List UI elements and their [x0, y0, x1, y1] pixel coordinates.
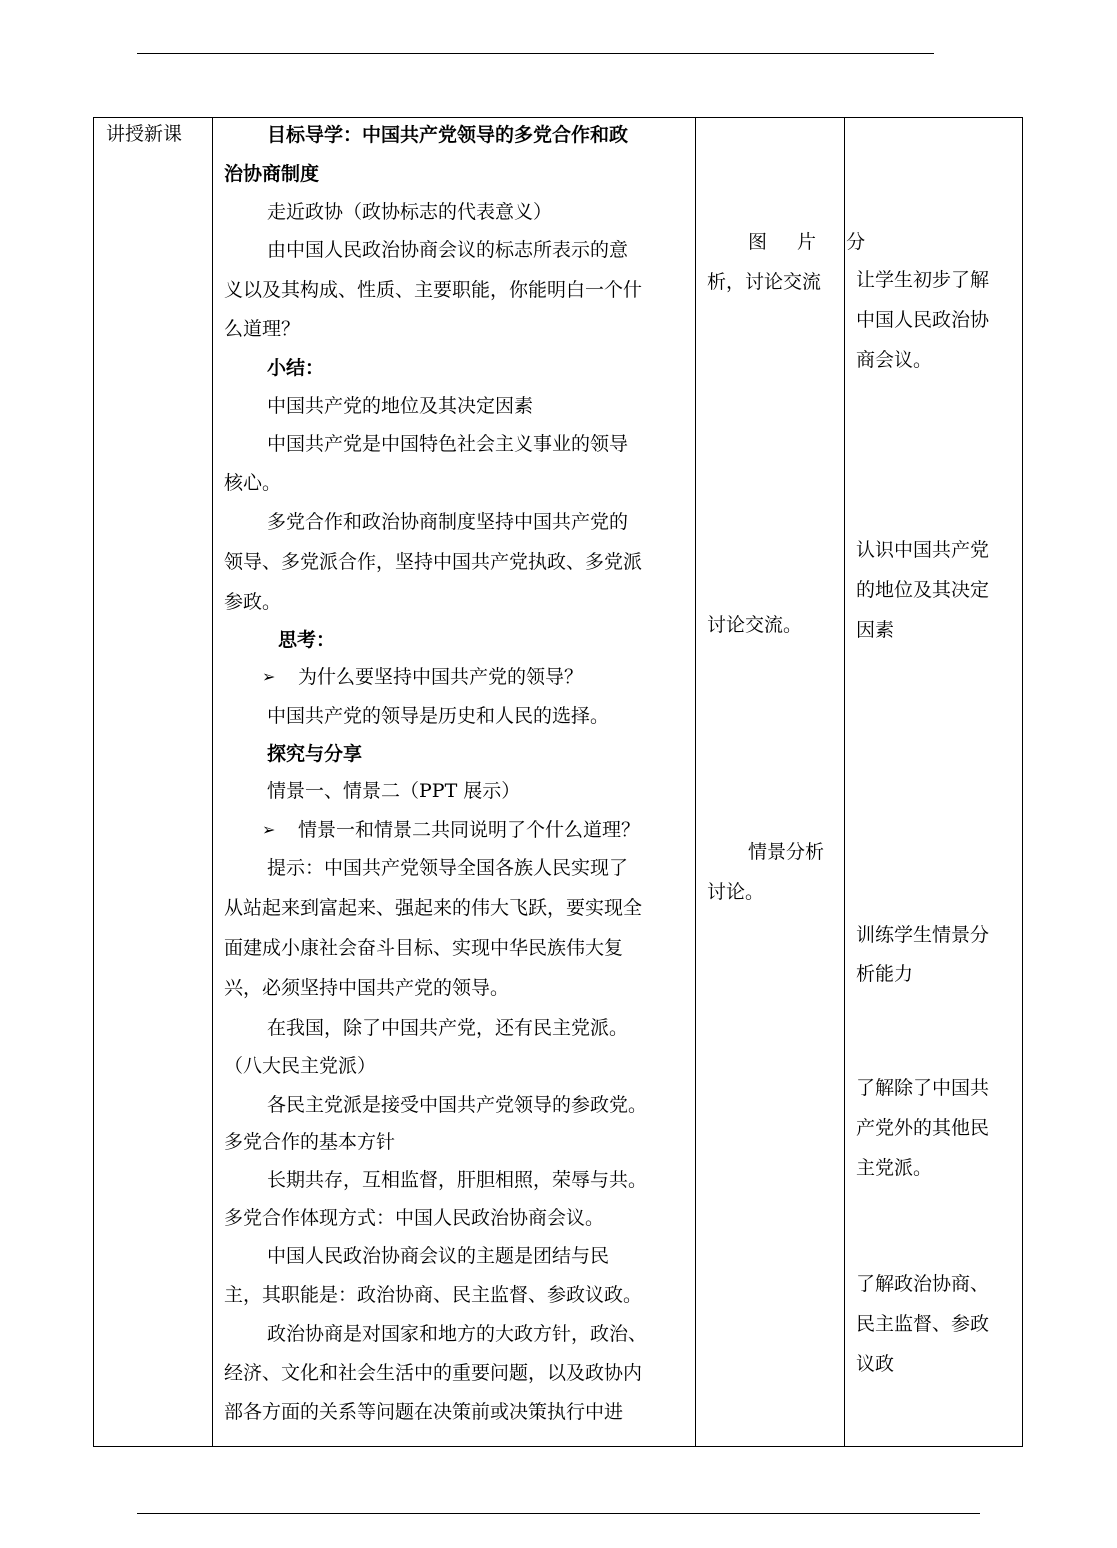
text-line: 中国共产党的地位及其决定因素 — [267, 395, 534, 417]
think-heading: 思考： — [278, 629, 336, 651]
explore-heading: 探究与分享 — [267, 743, 363, 765]
activity-line: 讨论交流。 — [707, 614, 803, 636]
table-divider-3 — [844, 117, 845, 1447]
text-line: 中国人民政治协商会议的主题是团结与民 — [267, 1245, 610, 1267]
intent-line: 了解除了中国共 — [856, 1077, 990, 1099]
text-line: 情景一、情景二（PPT 展示） — [267, 780, 521, 802]
summary-heading: 小结： — [267, 357, 325, 379]
activity-line: 情景分析 — [748, 841, 825, 863]
text-line: 多党合作的基本方针 — [224, 1131, 396, 1153]
text-line: 提示：中国共产党领导全国各族人民实现了 — [267, 857, 629, 879]
text-line: 多党合作和政治协商制度坚持中国共产党的 — [267, 511, 629, 533]
text-line: 走近政协（政协标志的代表意义） — [267, 201, 553, 223]
activity-line: 讨论。 — [707, 881, 765, 903]
intent-line: 了解政治协商、 — [856, 1273, 990, 1295]
activity-line: 析，讨论交流 — [707, 271, 822, 293]
text-line: 在我国，除了中国共产党，还有民主党派。 — [267, 1017, 629, 1039]
intent-line: 民主监督、参政 — [856, 1313, 990, 1335]
text-line: 么道理？ — [224, 318, 301, 340]
table-divider-1 — [212, 117, 213, 1447]
goal-heading-line2: 治协商制度 — [224, 163, 320, 185]
text-line: 由中国人民政治协商会议的标志所表示的意 — [267, 239, 629, 261]
intent-line: 商会议。 — [856, 349, 933, 371]
intent-line: 产党外的其他民 — [856, 1117, 990, 1139]
intent-line: 中国人民政治协 — [856, 309, 990, 331]
arrow-bullet-icon: ➢ — [262, 820, 276, 839]
text-line: （八大民主党派） — [224, 1055, 377, 1077]
text-line: 核心。 — [224, 472, 282, 494]
table-border-bottom — [93, 1446, 1023, 1447]
text-line: 中国共产党是中国特色社会主义事业的领导 — [267, 433, 629, 455]
activity-line: 图 片 分 — [748, 231, 878, 253]
text-line: 兴，必须坚持中国共产党的领导。 — [224, 977, 510, 999]
header-rule — [137, 53, 934, 54]
intent-line: 训练学生情景分 — [856, 924, 990, 946]
text-line: 领导、多党派合作，坚持中国共产党执政、多党派 — [224, 551, 643, 573]
intent-line: 议政 — [856, 1353, 895, 1375]
arrow-bullet-icon: ➢ — [262, 667, 276, 686]
text-line: 从站起来到富起来、强起来的伟大飞跃，要实现全 — [224, 897, 643, 919]
intent-line: 的地位及其决定 — [856, 579, 990, 601]
text-line: 部各方面的关系等问题在决策前或决策执行中进 — [224, 1401, 624, 1423]
text-line: 各民主党派是接受中国共产党领导的参政党。 — [267, 1094, 648, 1116]
text-line: 主，其职能是：政治协商、民主监督、参政议政。 — [224, 1284, 643, 1306]
goal-heading-line1: 目标导学：中国共产党领导的多党合作和政 — [267, 124, 629, 146]
text-line: 经济、文化和社会生活中的重要问题，以及政协内 — [224, 1362, 643, 1384]
intent-line: 让学生初步了解 — [856, 269, 990, 291]
intent-line: 析能力 — [856, 963, 914, 985]
section-label: 讲授新课 — [106, 123, 183, 145]
table-border-right — [1022, 117, 1023, 1447]
text-line: 政治协商是对国家和地方的大政方针，政治、 — [267, 1323, 648, 1345]
intent-line: 认识中国共产党 — [856, 539, 990, 561]
footer-rule — [137, 1513, 980, 1514]
intent-line: 因素 — [856, 619, 895, 641]
intent-line: 主党派。 — [856, 1157, 933, 1179]
text-line: 多党合作体现方式：中国人民政治协商会议。 — [224, 1207, 605, 1229]
text-line: 长期共存，互相监督，肝胆相照，荣辱与共。 — [267, 1169, 648, 1191]
table-divider-2 — [695, 117, 696, 1447]
table-border-left — [93, 117, 94, 1447]
bullet-question: 为什么要坚持中国共产党的领导？ — [298, 666, 584, 688]
text-line: 中国共产党的领导是历史和人民的选择。 — [267, 705, 610, 727]
text-line: 面建成小康社会奋斗目标、实现中华民族伟大复 — [224, 937, 624, 959]
text-line: 义以及其构成、性质、主要职能，你能明白一个什 — [224, 279, 643, 301]
text-line: 参政。 — [224, 591, 282, 613]
bullet-question: 情景一和情景二共同说明了个什么道理？ — [298, 819, 641, 841]
